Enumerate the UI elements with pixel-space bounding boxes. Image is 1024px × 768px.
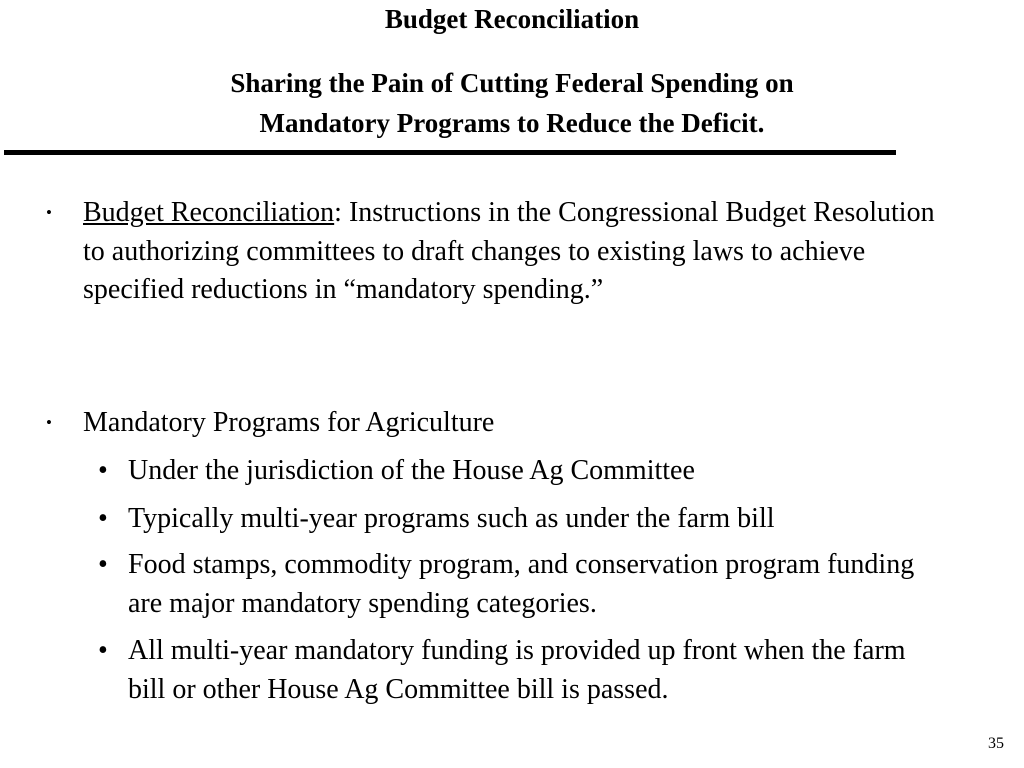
slide-subtitle — [62, 63, 962, 143]
subtitle-line-1: Sharing the Pain of Cutting Federal Spending on — [230, 68, 794, 98]
sub-bullet-text: Under the jurisdiction of the House Ag Committee — [128, 455, 695, 486]
sub-bullet-marker: • — [98, 549, 108, 580]
sub-bullet-marker: • — [98, 503, 108, 534]
bullet-marker: • — [46, 413, 52, 432]
sub-bullet-marker: • — [98, 635, 108, 666]
title-divider — [4, 150, 896, 155]
bullet-term: Budget Reconciliation — [83, 197, 335, 228]
sub-bullet-text: Typically multi-year programs such as under the farm bill — [128, 503, 775, 534]
sub-bullet-marker: • — [98, 455, 108, 486]
subtitle-line-2: Mandatory Programs to Reduce the Deficit. — [259, 108, 765, 138]
bullet-text — [83, 194, 943, 310]
bullet-marker: • — [46, 203, 52, 222]
page-number: 35 — [988, 735, 1004, 752]
bullet-definition: : Instructions in the Congressional Budget Resolution to authorizing committees to draft changes to existing laws to achieve specified reductions in “mandatory spending.” — [83, 197, 935, 305]
sub-bullet-text: Food stamps, commodity program, and conservation program funding are major mandatory spending categories. — [128, 549, 915, 619]
sub-bullet-text: All multi-year mandatory funding is provided up front when the farm bill or other House Ag Committee bill is passed. — [128, 635, 906, 705]
bullet-text: Mandatory Programs for Agriculture — [83, 407, 495, 438]
slide-title: Budget Reconciliation — [384, 4, 640, 34]
